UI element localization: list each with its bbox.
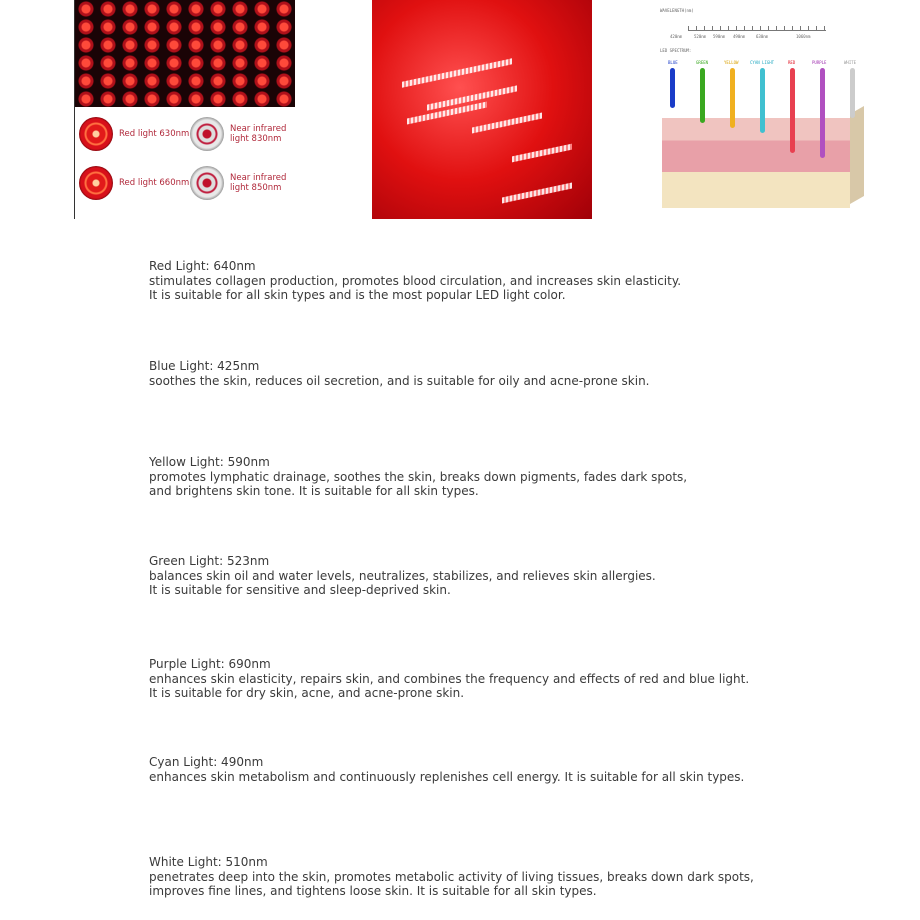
- light-title: Cyan Light: 490nm: [149, 755, 264, 769]
- led-strip: [402, 58, 512, 87]
- desc-line: penetrates deep into the skin, promotes metabolic activity of living tissues, breaks down dark spots,: [149, 869, 754, 884]
- desc-line: It is suitable for dry skin, acne, and acne-prone skin.: [149, 686, 465, 700]
- desc-line: It is suitable for all skin types and is the most popular LED light color.: [149, 288, 566, 302]
- light-title: Green Light: 523nm: [149, 554, 270, 568]
- desc-line: enhances skin metabolism and continuously replenishes cell energy. It is suitable for all skin types.: [149, 769, 745, 784]
- red-bulb-icon: [79, 117, 113, 151]
- red-light-panels-image: [372, 0, 592, 219]
- green-beam: [700, 68, 705, 123]
- color-label: CYAN LIGHT: [750, 60, 775, 65]
- light-description-yellow: [149, 455, 687, 499]
- led-panel-grid: [75, 0, 295, 107]
- spectrum-label: LED SPECTRUM:: [660, 48, 692, 53]
- light-title: Red Light: 640nm: [149, 259, 256, 273]
- bulb-label: Red light 630nm: [119, 129, 190, 139]
- light-description-purple: [149, 657, 749, 701]
- color-label: GREEN: [696, 60, 709, 65]
- light-description-green: [149, 554, 656, 598]
- desc-line: It is suitable for sensitive and sleep-deprived skin.: [149, 583, 451, 597]
- bulb-label: Near infrared light 850nm: [230, 173, 287, 193]
- desc-line: balances skin oil and water levels, neutralizes, stabilizes, and relieves skin allergies.: [149, 568, 656, 583]
- infrared-bulb-icon: [190, 117, 224, 151]
- desc-line: enhances skin elasticity, repairs skin, and combines the frequency and effects of red and blue light.: [149, 671, 750, 686]
- bulb-nir-830: [190, 117, 290, 151]
- desc-line: promotes lymphatic drainage, soothes the skin, breaks down pigments, fades dark spots,: [149, 469, 688, 484]
- color-label: RED: [788, 60, 796, 65]
- color-label: WHITE: [844, 60, 857, 65]
- tick: 630nm: [756, 34, 769, 39]
- desc-line: soothes the skin, reduces oil secretion, and is suitable for oily and acne-prone skin.: [149, 373, 650, 388]
- yellow-beam: [730, 68, 735, 128]
- light-description-red: [149, 259, 681, 303]
- tick: 1060nm: [796, 34, 811, 39]
- tick: 520nm: [694, 34, 707, 39]
- desc-line: improves fine lines, and tightens loose skin. It is suitable for all skin types.: [149, 884, 597, 898]
- led-strip: [472, 113, 542, 134]
- bulb-nir-850: [190, 166, 290, 200]
- desc-line: and brightens skin tone. It is suitable for all skin types.: [149, 484, 479, 498]
- white-beam: [850, 68, 855, 118]
- color-label: BLUE: [668, 60, 678, 65]
- bulb-label: Red light 660nm: [119, 178, 190, 188]
- color-label: PURPLE: [812, 60, 827, 65]
- bulb-label: Near infrared light 830nm: [230, 124, 287, 144]
- light-description-white: [149, 855, 754, 899]
- tick: 490nm: [733, 34, 746, 39]
- light-description-cyan: [149, 755, 744, 784]
- tick: 420nm: [670, 34, 683, 39]
- light-title: Blue Light: 425nm: [149, 359, 260, 373]
- light-description-blue: [149, 359, 650, 388]
- led-bulbs-image: [74, 0, 295, 219]
- led-spectrum-skin-diagram: [660, 0, 865, 210]
- wavelength-label: WAVELENGTH(nm): [660, 8, 694, 13]
- red-beam: [790, 68, 795, 153]
- infrared-bulb-icon: [190, 166, 224, 200]
- bulb-red-660: [79, 166, 189, 200]
- desc-line: stimulates collagen production, promotes blood circulation, and increases skin elasticity.: [149, 273, 682, 288]
- color-label: YELLOW: [724, 60, 739, 65]
- tick: 590nm: [713, 34, 726, 39]
- cyan-beam: [760, 68, 765, 133]
- light-title: Yellow Light: 590nm: [149, 455, 270, 469]
- led-strip: [512, 144, 572, 163]
- wavelength-ruler: [688, 26, 826, 31]
- blue-beam: [670, 68, 675, 108]
- led-strip: [502, 183, 572, 204]
- light-title: Purple Light: 690nm: [149, 657, 271, 671]
- bulb-red-630: [79, 117, 189, 151]
- purple-beam: [820, 68, 825, 158]
- light-title: White Light: 510nm: [149, 855, 268, 869]
- red-bulb-icon: [79, 166, 113, 200]
